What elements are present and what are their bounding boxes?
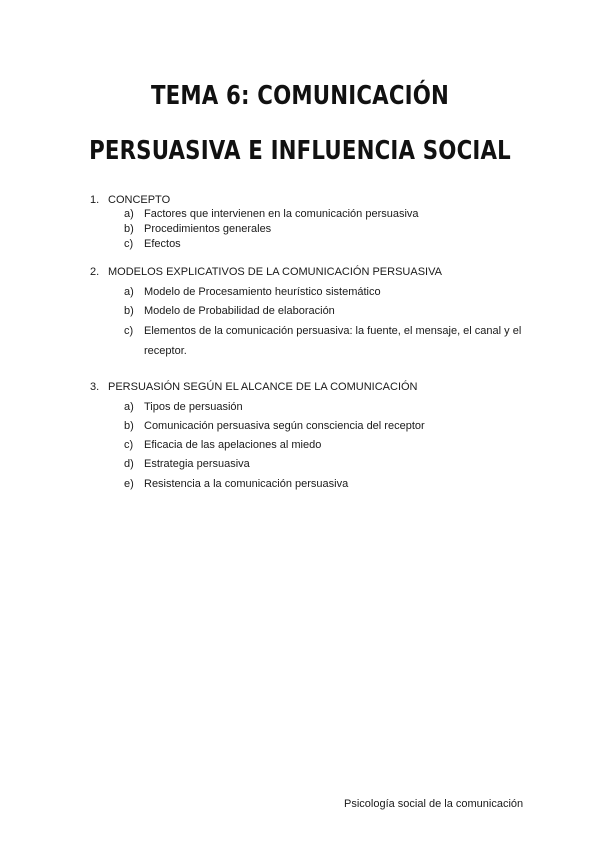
item-letter: b) [124,223,134,235]
item-letter: d) [124,458,134,470]
item-text: Comunicación persuasiva según consciencia del receptor [144,420,425,432]
item-text: Tipos de persuasión [144,401,243,413]
item-text: Modelo de Probabilidad de elaboración [144,305,335,317]
list-item [124,238,181,250]
item-text: Elementos de la comunicación persuasiva: la fuente, el mensaje, el canal y el [144,325,522,337]
list-item [124,439,321,451]
item-text: Resistencia a la comunicación persuasiva [144,478,349,490]
section-title: PERSUASIÓN SEGÚN EL ALCANCE DE LA COMUNICACIÓN [108,381,418,393]
item-text: Estrategia persuasiva [144,458,250,470]
item-letter: b) [124,305,134,317]
item-letter: c) [124,325,134,337]
item-letter: c) [124,439,134,451]
section-heading-concepto [90,194,170,206]
item-letter: a) [124,401,134,413]
item-text: Efectos [144,238,181,250]
page-title-line-1: TEMA 6: COMUNICACIÓN [150,81,450,111]
list-item [124,305,335,317]
item-text: Eficacia de las apelaciones al miedo [144,439,322,451]
page-title-line-2: PERSUASIVA E INFLUENCIA SOCIAL [89,136,511,166]
item-letter: a) [124,208,134,220]
list-item [124,325,521,337]
list-item [124,286,381,298]
item-text: Modelo de Procesamiento heurístico sistemático [144,286,381,298]
section-number: 1. [90,194,100,206]
list-item [124,401,243,413]
section-number: 3. [90,381,100,393]
item-letter: c) [124,238,134,250]
item-letter: e) [124,478,134,490]
section-title: CONCEPTO [108,194,171,206]
section-number: 2. [90,266,100,278]
section-heading-persuasion [90,381,418,393]
section-heading-modelos [90,266,442,278]
list-item [124,458,250,470]
item-letter: b) [124,420,134,432]
list-item [124,208,419,220]
section-title: MODELOS EXPLICATIVOS DE LA COMUNICACIÓN PERSUASIVA [108,266,442,278]
page-footer: Psicología social de la comunicación [344,798,524,810]
item-text: Procedimientos generales [144,223,272,235]
list-item [124,478,348,490]
list-item [124,420,425,432]
list-item [124,223,271,235]
item-text: Factores que intervienen en la comunicación persuasiva [144,208,419,220]
item-text-continuation: receptor. [144,345,187,357]
item-letter: a) [124,286,134,298]
